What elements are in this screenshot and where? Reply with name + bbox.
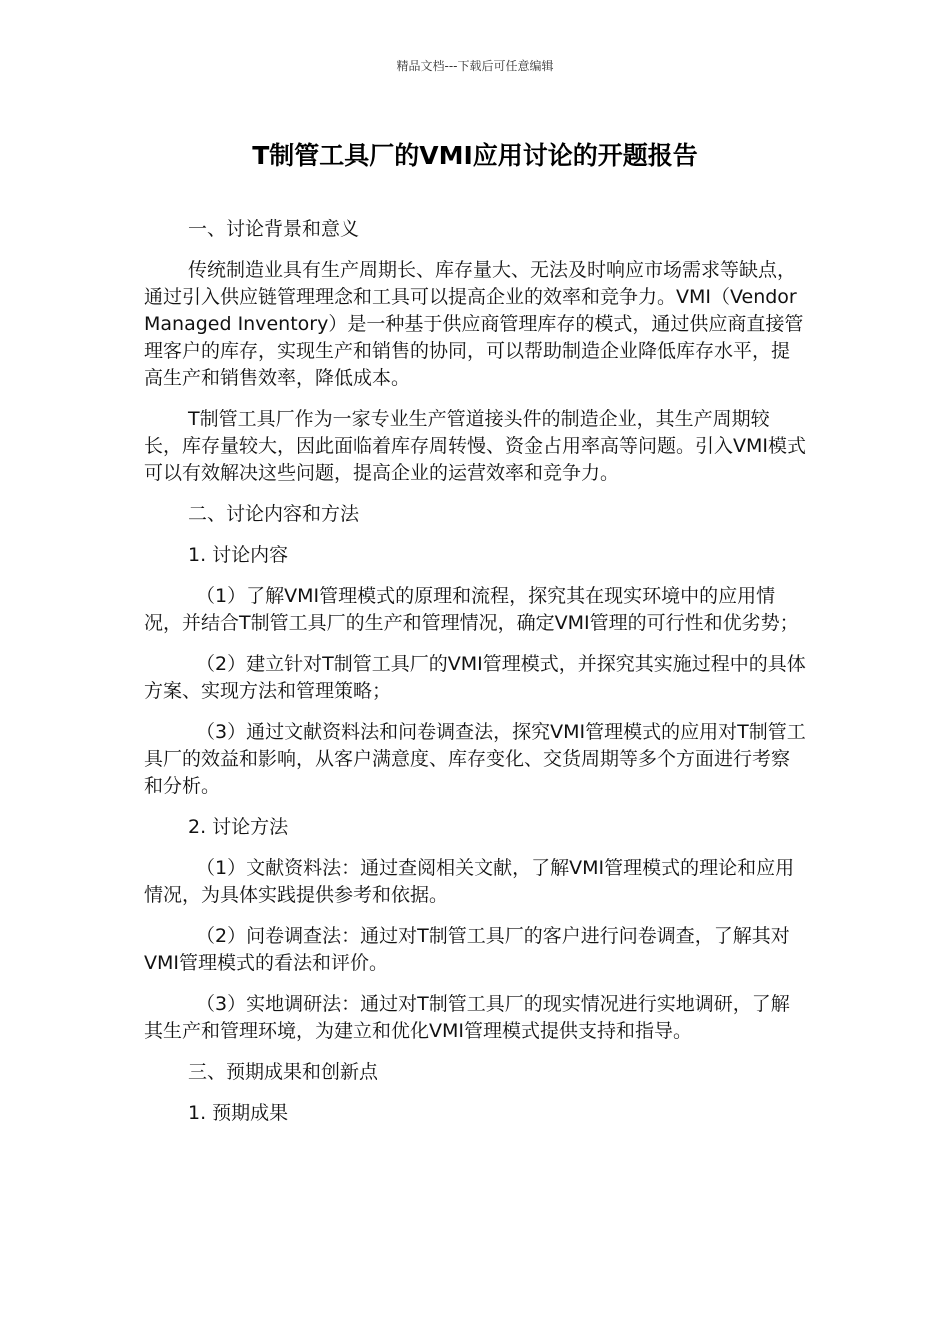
- content-item-2: （2）建立针对T制管工具厂的VMI管理模式，并探究其实施过程中的具体方案、实现方法和管理策略；: [144, 653, 806, 702]
- method-item-1: （1）文献资料法：通过查阅相关文献，了解VMI管理模式的理论和应用情况，为具体实践提供参考和依据。: [144, 857, 795, 906]
- content-item-3: （3）通过文献资料法和问卷调查法，探究VMI管理模式的应用对T制管工具厂的效益和影响，从客户满意度、库存变化、交货周期等多个方面进行考察和分析。: [144, 721, 806, 797]
- subheading-expected-outcomes: 1. 预期成果: [188, 1102, 289, 1124]
- section-heading-content-methods: 二、讨论内容和方法: [188, 503, 360, 525]
- method-item-3: （3）实地调研法：通过对T制管工具厂的现实情况进行实地调研，了解其生产和管理环境，为建立和优化VMI管理模式提供支持和指导。: [144, 993, 790, 1042]
- header-note: 精品文档---下载后可任意编辑: [396, 59, 554, 73]
- paragraph-background-1: 传统制造业具有生产周期长、库存量大、无法及时响应市场需求等缺点，通过引入供应链管理理念和工具可以提高企业的效率和竞争力。VMI（Vendor Managed Inventory）是一种基于供应商管理库存的模式，通过供应商直接管理客户的库存，实现生产和销售的协同，可以帮助制造企业降低库存水平，提高生产和销售效率，降低成本。: [144, 259, 804, 389]
- subheading-methods: 2. 讨论方法: [188, 816, 289, 838]
- section-heading-background: 一、讨论背景和意义: [188, 218, 360, 240]
- document-body: [144, 216, 806, 1141]
- document-title: T制管工具厂的VMI应用讨论的开题报告: [252, 141, 698, 170]
- section-heading-outcomes: 三、预期成果和创新点: [188, 1061, 379, 1083]
- subheading-content: 1. 讨论内容: [188, 544, 289, 566]
- paragraph-background-2: T制管工具厂作为一家专业生产管道接头件的制造企业，其生产周期较长，库存量较大，因此面临着库存周转慢、资金占用率高等问题。引入VMI模式可以有效解决这些问题，提高企业的运营效率和竞争力。: [144, 408, 806, 484]
- method-item-2: （2）问卷调查法：通过对T制管工具厂的客户进行问卷调查，了解其对VMI管理模式的看法和评价。: [144, 925, 790, 974]
- content-item-1: （1）了解VMI管理模式的原理和流程，探究其在现实环境中的应用情况，并结合T制管工具厂的生产和管理情况，确定VMI管理的可行性和优劣势；: [144, 585, 799, 634]
